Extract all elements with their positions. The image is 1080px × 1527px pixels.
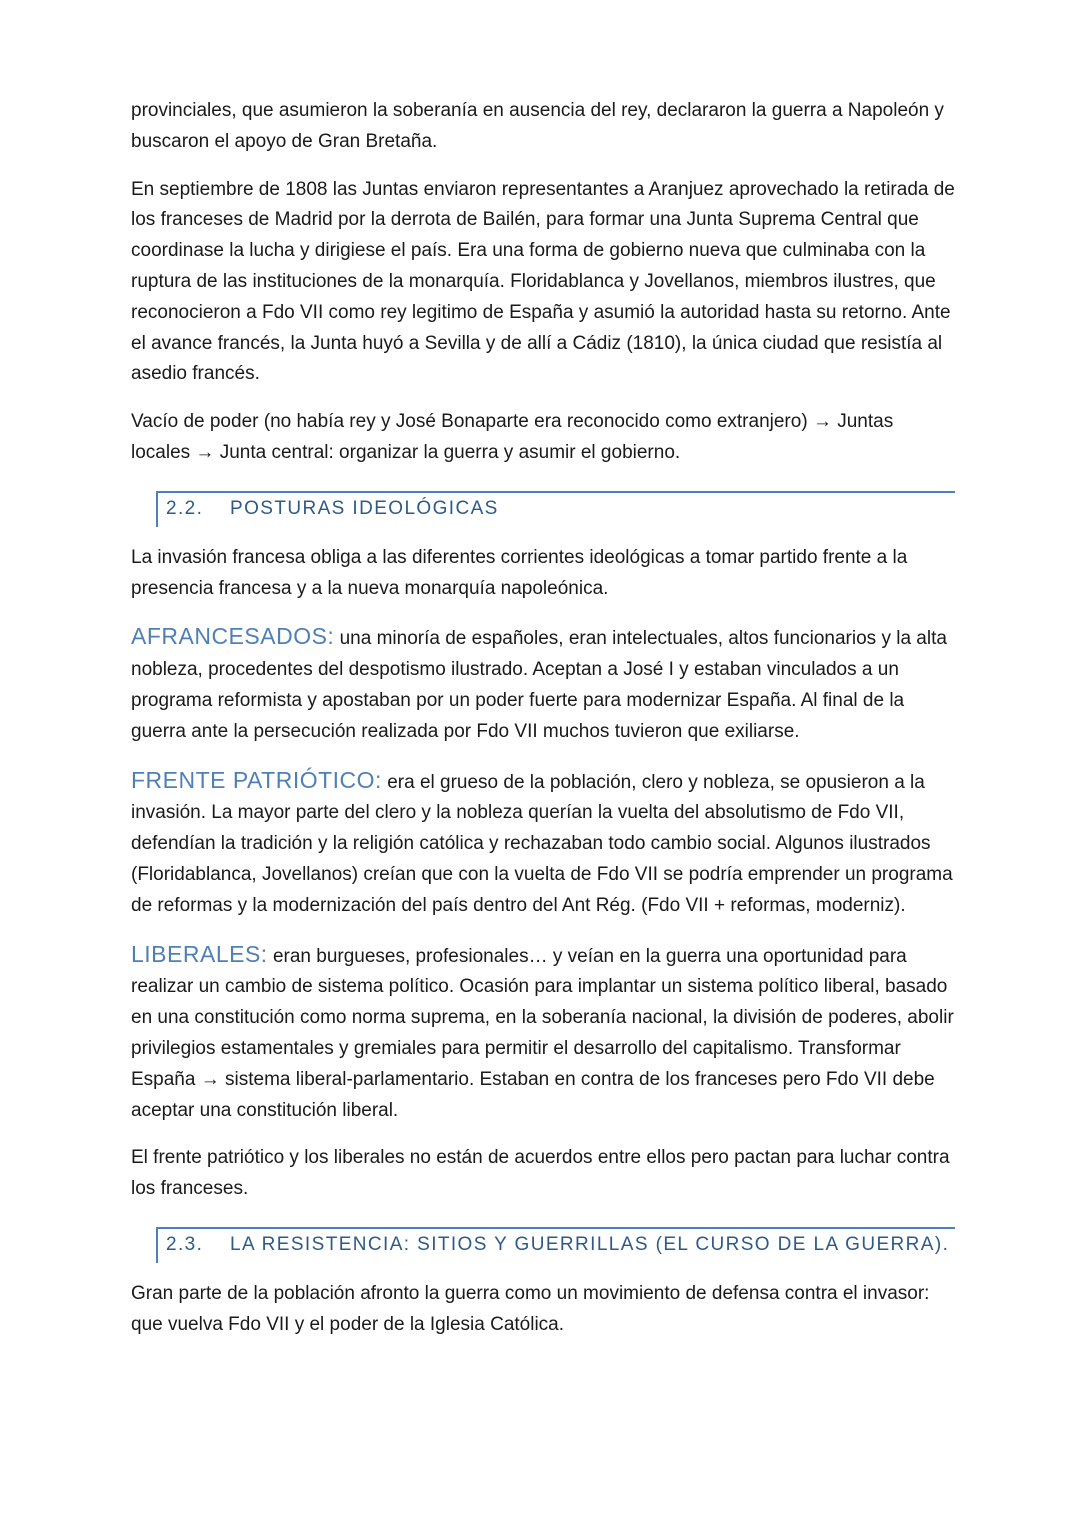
section-number: 2.2. — [166, 497, 204, 519]
section-heading-2-2 — [156, 491, 955, 527]
paragraph-frente-patriotico — [131, 765, 955, 922]
patriotico-text: era el grueso de la población, clero y nobleza, se opusieron a la invasión. La mayor parte del clero y la nobleza querían la vuelta del absolutismo de Fdo VII, defendían la tradición y la religión católica y rechazaban todo cambio social. Algunos ilustrados (Floridablanca, Jovellanos) creían que con la vuelta de Fdo VII se podría emprender un programa de reformas y la modernización del país dentro del Ant Rég. (Fdo VII + reformas, moderniz). — [131, 771, 953, 916]
vacio-text-3: Junta central: organizar la guerra y asumir el gobierno. — [214, 441, 681, 463]
afrancesados-text: una minoría de españoles, eran intelectuales, altos funcionarios y la alta nobleza, procedentes del despotismo ilustrado. Aceptan a José I y estaban vinculados a un programa reformista y apostaban por un poder fuerte para modernizar España. Al final de la guerra ante la persecución realizada por Fdo VII muchos tuvieron que exiliarse. — [131, 628, 947, 742]
section-title: LA RESISTENCIA: SITIOS Y GUERRILLAS (EL CURSO DE LA GUERRA). — [230, 1233, 950, 1255]
paragraph-pacto: El frente patriótico y los liberales no están de acuerdos entre ellos pero pactan para luchar contra los franceses. — [131, 1147, 950, 1200]
paragraph-juntas-provinciales: provinciales, que asumieron la soberanía en ausencia del rey, declararon la guerra a Napoleón y buscaron el apoyo de Gran Bretaña. — [131, 100, 944, 152]
paragraph-resistencia-intro: Gran parte de la población afronto la guerra como un movimiento de defensa contra el invasor: que vuelva Fdo VII y el poder de la Iglesia Católica. — [131, 1282, 930, 1335]
paragraph-afrancesados — [131, 621, 955, 747]
document-body — [131, 96, 955, 1358]
paragraph-liberales — [131, 939, 955, 1127]
arrow-right-icon: → — [812, 411, 832, 433]
section-heading-2-3 — [156, 1227, 955, 1263]
paragraph-posturas-intro: La invasión francesa obliga a las diferentes corrientes ideológicas a tomar partido frente a la presencia francesa y a la nueva monarquía napoleónica. — [131, 546, 908, 599]
term-frente-patriotico: FRENTE PATRIÓTICO: — [131, 766, 382, 793]
term-afrancesados: AFRANCESADOS: — [131, 623, 335, 650]
arrow-right-icon: → — [195, 441, 215, 463]
section-title: POSTURAS IDEOLÓGICAS — [230, 497, 499, 519]
vacio-text-1: Vacío de poder (no había rey y José Bonaparte era reconocido como extranjero) — [131, 411, 813, 433]
section-number: 2.3. — [166, 1233, 204, 1255]
vacio-text-2: Juntas locales — [131, 411, 894, 463]
paragraph-junta-suprema-central: En septiembre de 1808 las Juntas enviaron representantes a Aranjuez aprovechado la retirada de los franceses de Madrid por la derrota de Bailén, para formar una Junta Suprema Central que coordinase la lucha y dirigiese el país. Era una forma de gobierno nueva que culminaba con la ruptura de las instituciones de la monarquía. Floridablanca y Jovellanos, miembros ilustres, que reconocieron a Fdo VII como rey legitimo de España y asumió la autoridad hasta su retorno. Ante el avance francés, la Junta huyó a Sevilla y de allí a Cádiz (1810), la única ciudad que resistía al asedio francés. — [131, 178, 955, 385]
arrow-right-icon: → — [200, 1068, 220, 1090]
term-liberales: LIBERALES: — [131, 940, 268, 967]
liberales-text-1: eran burgueses, profesionales… y veían en la guerra una oportunidad para realizar un cambio de sistema político. Ocasión para implantar un sistema político liberal, basado en una constitución como norma suprema, en la soberanía nacional, la división de poderes, abolir privilegios estamentales y gremiales para permitir el desarrollo del capitalismo. Transformar España — [131, 945, 954, 1090]
liberales-text-2: sistema liberal-parlamentario. Estaban en contra de los franceses pero Fdo VII debe aceptar una constitución liberal. — [131, 1068, 935, 1121]
paragraph-vacio-de-poder — [131, 407, 955, 469]
